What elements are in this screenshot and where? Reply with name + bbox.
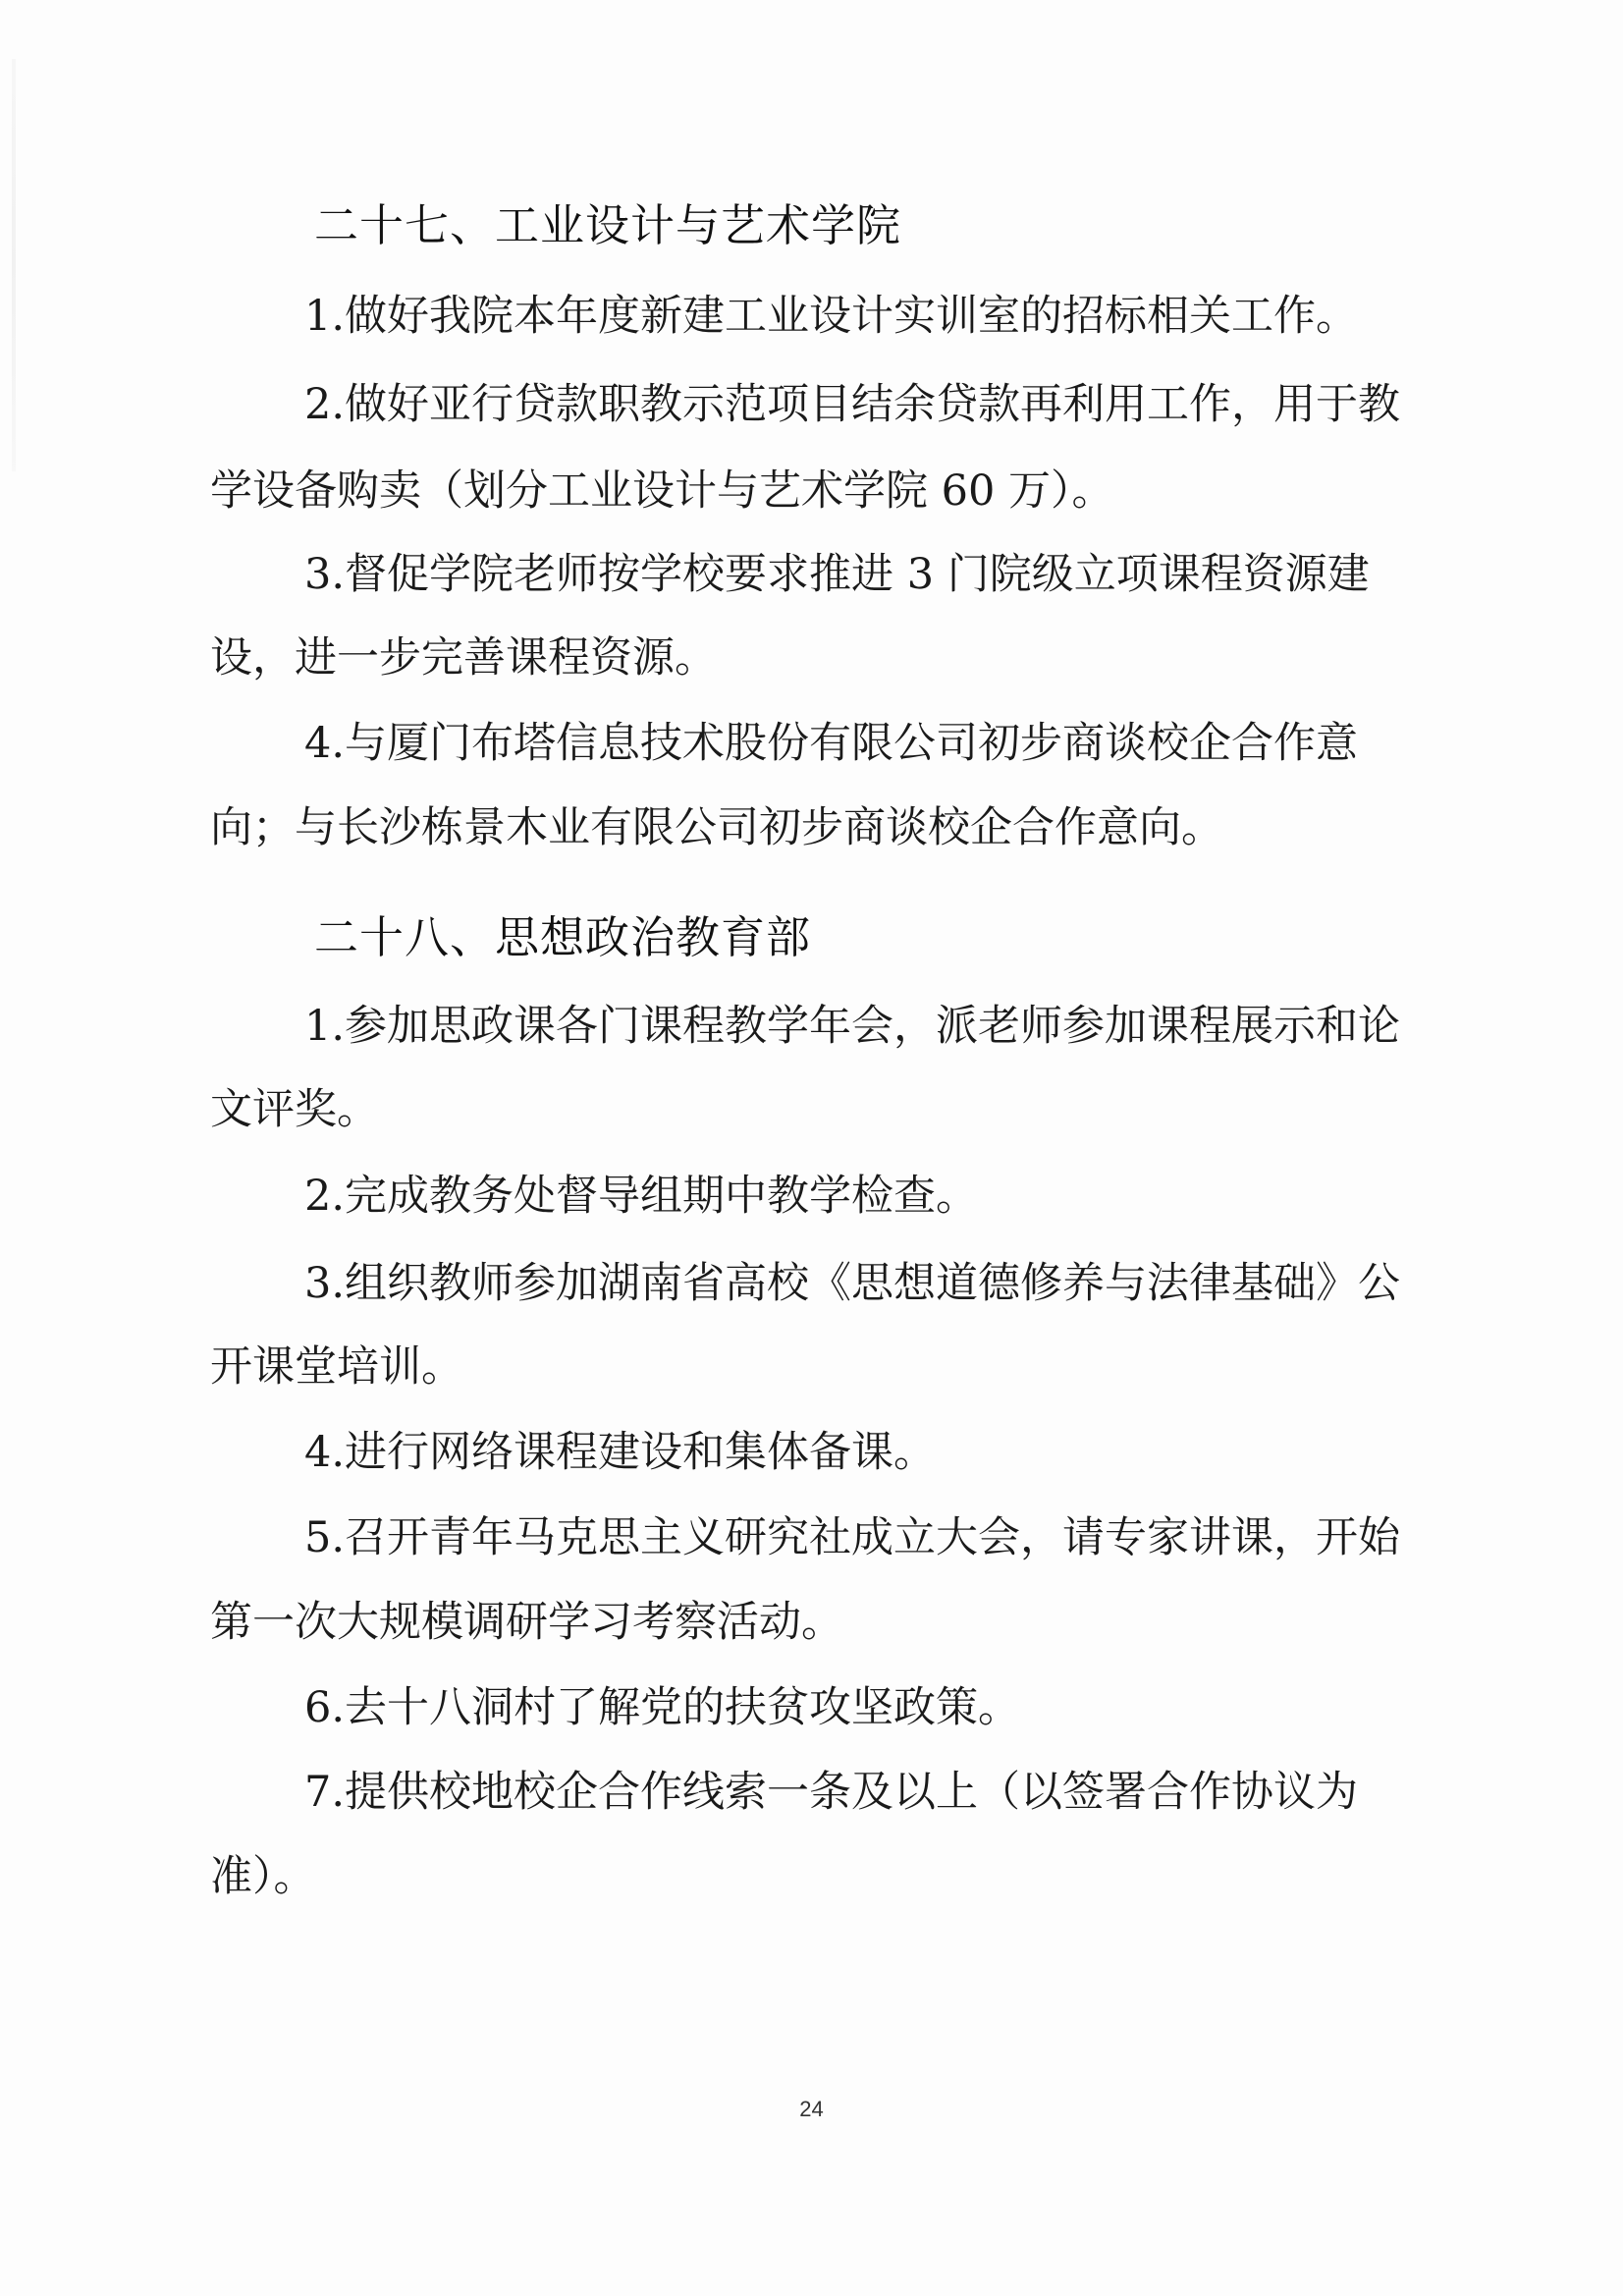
section-heading-27: 二十七、工业设计与艺术学院 <box>314 199 902 251</box>
paragraph-line: 准）。 <box>210 1852 316 1901</box>
paragraph-line: 开课堂培训。 <box>210 1342 463 1392</box>
paragraph-line: 2.做好亚行贷款职教示范项目结余贷款再利用工作，用于教 <box>304 380 1401 429</box>
paragraph-line: 向；与长沙栋景木业有限公司初步商谈校企合作意向。 <box>210 803 1223 852</box>
paragraph-line: 1.参加思政课各门课程教学年会，派老师参加课程展示和论 <box>304 1002 1401 1051</box>
paragraph-line: 3.组织教师参加湖南省高校《思想道德修养与法律基础》公 <box>304 1259 1401 1308</box>
paragraph-line: 1.做好我院本年度新建工业设计实训室的招标相关工作。 <box>304 292 1359 341</box>
scan-edge-artifact <box>12 59 16 471</box>
section-heading-28: 二十八、思想政治教育部 <box>314 911 812 963</box>
paragraph-line: 4.进行网络课程建设和集体备课。 <box>304 1428 937 1477</box>
paragraph-line: 第一次大规模调研学习考察活动。 <box>210 1598 843 1647</box>
paragraph-line: 4.与厦门布塔信息技术股份有限公司初步商谈校企合作意 <box>304 719 1359 768</box>
paragraph-line: 3.督促学院老师按学校要求推进 3 门院级立项课程资源建 <box>304 550 1370 599</box>
page-number: 24 <box>799 2097 824 2121</box>
paragraph-line: 文评奖。 <box>210 1085 379 1134</box>
paragraph-line: 5.召开青年马克思主义研究社成立大会，请专家讲课，开始 <box>304 1513 1401 1562</box>
paragraph-line: 学设备购卖（划分工业设计与艺术学院 60 万）。 <box>210 466 1114 516</box>
paragraph-line: 6.去十八洞村了解党的扶贫攻坚政策。 <box>304 1683 1021 1732</box>
paragraph-line: 7.提供校地校企合作线索一条及以上（以签署合作协议为 <box>304 1768 1359 1817</box>
paragraph-line: 2.完成教务处督导组期中教学检查。 <box>304 1172 979 1221</box>
paragraph-line: 设，进一步完善课程资源。 <box>210 633 717 683</box>
